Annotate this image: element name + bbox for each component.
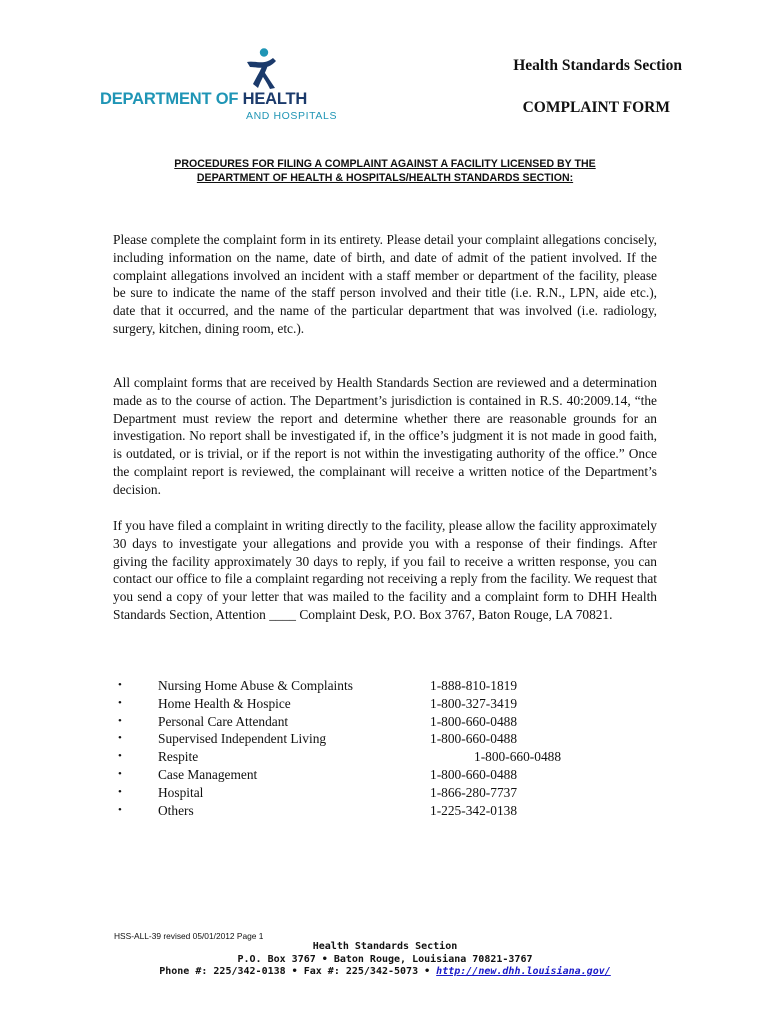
contact-list: [118, 677, 588, 819]
footer-contact-line: [100, 966, 670, 979]
person-figure-icon: [243, 48, 279, 90]
bullet-icon: •: [118, 750, 122, 763]
list-item: [118, 802, 588, 820]
list-item: [118, 695, 588, 713]
contact-name: Hospital: [158, 784, 204, 800]
contact-phone: 1-800-660-0488: [430, 766, 518, 782]
contact-name: Personal Care Attendant: [158, 713, 289, 729]
bullet-icon: •: [118, 767, 122, 780]
list-item: [118, 713, 588, 731]
page-footer: [100, 941, 670, 979]
contact-name: Others: [158, 802, 194, 818]
bullet-icon: •: [118, 785, 122, 798]
contact-name: Supervised Independent Living: [158, 731, 327, 747]
bullet-icon: •: [118, 696, 122, 709]
review-paragraph: All complaint forms that are received by Health Standards Section are reviewed and a determination made as to the course of action. The Department’s jurisdiction is contained in R.S. 40:2009.14, “the Department must review the report and determine whether there are reasonable grounds for an investigation. No report shall be investigated if, in the office’s judgment it is not made in good faith, is outdated, or is trivial, or if the report is not within the investigating authority of the office.” Once the complaint report is reviewed, the complainant will receive a written notice of the Department’s decision.: [113, 375, 657, 497]
procedures-line-1: PROCEDURES FOR FILING A COMPLAINT AGAINST A FACILITY LICENSED BY THE: [174, 158, 596, 170]
contact-name: Nursing Home Abuse & Complaints: [158, 678, 353, 693]
bullet-icon: •: [118, 714, 122, 727]
dhh-logo: [100, 48, 360, 124]
contact-phone: 1-225-342-0138: [430, 802, 518, 818]
bullet-icon: •: [118, 679, 122, 691]
section-heading: Health Standards Section: [513, 57, 682, 74]
logo-department-text: DEPARTMENT OF HEALTH: [100, 90, 308, 108]
website-link[interactable]: http://new.dhh.louisiana.gov/: [436, 966, 611, 977]
form-title: COMPLAINT FORM: [522, 99, 670, 116]
list-item: [118, 784, 588, 802]
footer-section-name: Health Standards Section: [312, 941, 458, 952]
contact-name: Case Management: [158, 766, 258, 782]
footer-address: P.O. Box 3767 • Baton Rouge, Louisiana 70821-3767: [237, 953, 533, 965]
bullet-icon: •: [118, 732, 122, 745]
contact-phone: 1-800-660-0488: [430, 731, 518, 747]
list-item: [118, 748, 588, 766]
list-item: [118, 766, 588, 784]
facility-paragraph: If you have filed a complaint in writing directly to the facility, please allow the facility approximately 30 days to investigate your allegations and provide you with a response of their findings. After giving the facility approximately 30 days to reply, if you fail to receive a written response, you can contact our office to file a complaint regarding not receiving a reply from the facility. We request that you send a copy of your letter that was mailed to the facility and a complaint form to DHH Health Standards Section, Attention ____ Complaint Desk, P.O. Box 3767, Baton Rouge, LA 70821.: [113, 518, 657, 622]
bullet-icon: •: [118, 803, 122, 816]
list-item: [118, 730, 588, 748]
revision-note: HSS-ALL-39 revised 05/01/2012 Page 1: [114, 931, 264, 941]
procedures-line-2: DEPARTMENT OF HEALTH & HOSPITALS/HEALTH STANDARDS SECTION:: [196, 172, 574, 184]
logo-hospitals-text: AND HOSPITALS: [246, 110, 338, 122]
contact-phone: 1-866-280-7737: [430, 784, 518, 800]
procedures-heading: [100, 157, 670, 185]
contact-phone: 1-800-660-0488: [474, 749, 562, 765]
contact-phone: 1-800-327-3419: [430, 695, 518, 711]
instructions-paragraph: Please complete the complaint form in its entirety. Please detail your complaint allegations concisely, including information on the name, date of birth, and date of admit of the patient involved. If the complaint allegations involved an incident with a staff member or department of the facility, please be sure to indicate the name of the staff person involved and their title (i.e. R.N., LPN, aide etc.), date that it occurred, and the name of the particular department that was involved (i.e. radiology, surgery, kitchen, dining room, etc.).: [113, 232, 657, 336]
contact-name: Home Health & Hospice: [158, 695, 291, 711]
footer-phone-fax: Phone #: 225/342-0138 • Fax #: 225/342-5073 •: [159, 966, 437, 977]
contact-name: Respite: [158, 749, 199, 765]
contact-phone: 1-800-660-0488: [430, 713, 518, 729]
list-item: [118, 677, 588, 695]
contact-phone: 1-888-810-1819: [430, 678, 518, 693]
